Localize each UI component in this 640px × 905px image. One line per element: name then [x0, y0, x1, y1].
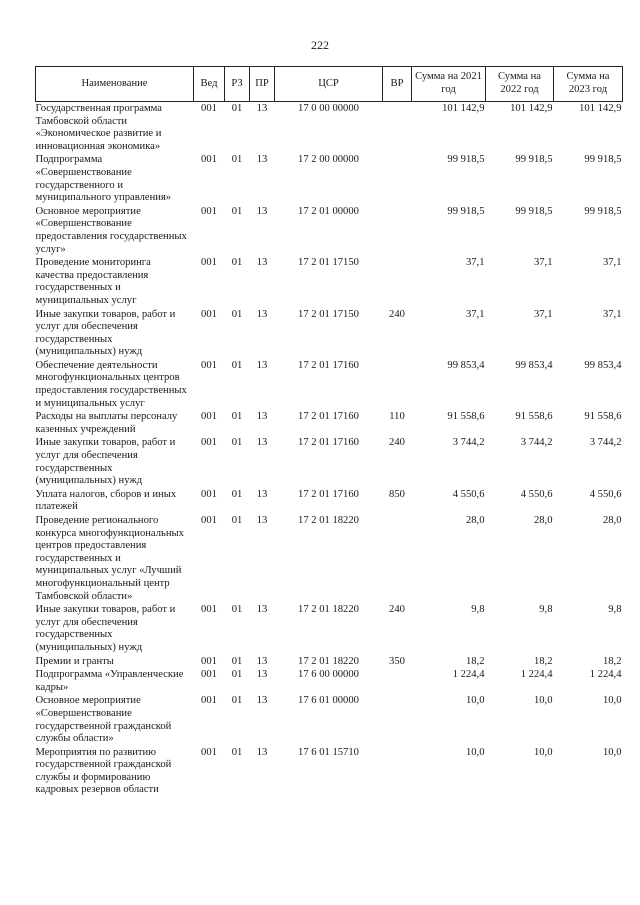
page-number: 222	[311, 38, 329, 52]
cell-rz: 01	[231, 308, 243, 320]
cell-ved: 001	[201, 655, 217, 667]
budget-table	[35, 66, 623, 798]
cell-vr	[383, 206, 412, 257]
table-row	[36, 437, 623, 488]
cell-sum-2021: 101 142,9	[442, 103, 485, 114]
cell-sum-2021: 10,0	[465, 746, 485, 758]
cell-ved: 001	[201, 411, 217, 423]
cell-ved: 001	[201, 308, 217, 320]
cell-sum-2021: 1 224,4	[452, 669, 485, 681]
cell-rz: 01	[231, 257, 243, 269]
cell-ved: 001	[201, 103, 217, 114]
table-row	[36, 669, 623, 695]
cell-csr: 17 2 01 17160	[298, 359, 359, 371]
cell-sum-2021: 4 550,6	[452, 488, 485, 500]
cell-pr: 13	[256, 205, 268, 217]
cell-sum-2023: 101 142,9	[579, 103, 622, 114]
cell-pr: 13	[256, 515, 268, 526]
cell-ved: 001	[201, 488, 217, 500]
cell-pr: 13	[256, 257, 268, 269]
cell-name: Иные закупки товаров, работ и услуг для обеспечения государственных (муниципальных) нужд	[35, 437, 176, 487]
cell-sum-2023: 10,0	[602, 695, 622, 707]
cell-csr: 17 2 01 18220	[298, 515, 359, 526]
cell-sum-2022: 37,1	[533, 308, 553, 320]
cell-name: Государственная программа Тамбовской области «Экономическое развитие и инновационная экономика»	[35, 103, 163, 152]
cell-rz: 01	[231, 411, 243, 423]
cell-sum-2023: 99 918,5	[584, 205, 622, 217]
cell-ved: 001	[201, 359, 217, 371]
cell-csr: 17 2 01 17160	[298, 411, 359, 423]
header-rz: РЗ	[225, 67, 250, 102]
cell-name: Иные закупки товаров, работ и услуг для обеспечения государственных (муниципальных) нужд	[35, 604, 176, 653]
cell-sum-2021: 9,8	[471, 604, 485, 616]
cell-rz: 01	[231, 695, 243, 707]
cell-sum-2022: 101 142,9	[510, 103, 553, 114]
cell-sum-2022: 37,1	[533, 257, 553, 269]
table-row	[36, 154, 623, 205]
cell-pr: 13	[256, 695, 268, 707]
cell-csr: 17 2 01 17150	[298, 257, 359, 269]
cell-rz: 01	[231, 205, 243, 217]
cell-ved: 001	[201, 154, 217, 166]
table-row	[36, 102, 623, 155]
cell-vr	[383, 695, 412, 746]
cell-sum-2021: 18,2	[465, 655, 485, 667]
cell-sum-2023: 99 918,5	[584, 154, 622, 166]
cell-sum-2022: 10,0	[533, 746, 553, 758]
cell-vr: 240	[389, 604, 405, 616]
cell-sum-2021: 28,0	[465, 515, 485, 526]
cell-sum-2022: 9,8	[539, 604, 553, 616]
table-row	[36, 656, 623, 670]
cell-ved: 001	[201, 669, 217, 681]
cell-csr: 17 6 01 15710	[298, 746, 359, 758]
cell-csr: 17 6 00 00000	[298, 669, 359, 681]
table-row	[36, 309, 623, 360]
cell-csr: 17 2 00 00000	[298, 154, 359, 166]
cell-sum-2022: 91 558,6	[515, 411, 553, 423]
cell-sum-2023: 4 550,6	[589, 488, 622, 500]
table-row	[36, 257, 623, 308]
cell-pr: 13	[256, 746, 268, 758]
cell-sum-2022: 18,2	[533, 655, 553, 667]
cell-sum-2021: 99 853,4	[447, 359, 485, 371]
table-row	[36, 206, 623, 257]
cell-sum-2023: 3 744,2	[589, 437, 622, 449]
cell-pr: 13	[256, 103, 268, 114]
cell-name: Основное мероприятие «Совершенствование предоставления государственных услуг»	[35, 205, 187, 255]
cell-rz: 01	[231, 437, 243, 449]
cell-vr	[383, 515, 412, 604]
cell-rz: 01	[231, 746, 243, 758]
cell-csr: 17 0 00 00000	[298, 103, 359, 114]
cell-sum-2021: 37,1	[465, 308, 485, 320]
cell-name: Расходы на выплаты персоналу казенных учреждений	[35, 411, 178, 435]
cell-csr: 17 2 01 18220	[298, 604, 359, 616]
cell-sum-2021: 91 558,6	[447, 411, 485, 423]
cell-sum-2022: 99 918,5	[515, 154, 553, 166]
cell-ved: 001	[201, 205, 217, 217]
cell-sum-2023: 91 558,6	[584, 411, 622, 423]
header-vr: ВР	[383, 67, 412, 102]
cell-csr: 17 2 01 17160	[298, 488, 359, 500]
table-row	[36, 604, 623, 655]
cell-sum-2022: 4 550,6	[520, 488, 553, 500]
cell-sum-2021: 99 918,5	[447, 154, 485, 166]
table-row	[36, 695, 623, 746]
cell-sum-2021: 10,0	[465, 695, 485, 707]
cell-ved: 001	[201, 746, 217, 758]
header-pr: ПР	[250, 67, 275, 102]
cell-ved: 001	[201, 437, 217, 449]
cell-ved: 001	[201, 604, 217, 616]
cell-pr: 13	[256, 308, 268, 320]
cell-rz: 01	[231, 669, 243, 681]
header-ved: Вед	[194, 67, 225, 102]
cell-pr: 13	[256, 655, 268, 667]
cell-vr	[383, 102, 412, 155]
cell-sum-2022: 10,0	[533, 695, 553, 707]
header-sum-2022: Сумма на 2022 год	[486, 67, 554, 102]
cell-pr: 13	[256, 411, 268, 423]
table-row	[36, 747, 623, 798]
cell-csr: 17 6 01 00000	[298, 695, 359, 707]
cell-name: Подпрограмма «Совершенствование государственного и муниципального управления»	[35, 154, 172, 204]
cell-sum-2023: 37,1	[602, 257, 622, 269]
cell-vr	[383, 747, 412, 798]
cell-name: Проведение мониторинга качества предоставления государственных и муниципальных услуг	[35, 257, 151, 306]
cell-sum-2022: 99 853,4	[515, 359, 553, 371]
cell-pr: 13	[256, 437, 268, 449]
cell-name: Основное мероприятие «Совершенствование государственной гражданской службы области»	[35, 695, 172, 745]
cell-name: Обеспечение деятельности многофункциональных центров предоставления государственных и муниципальных услуг	[35, 359, 187, 409]
cell-vr: 240	[389, 308, 405, 320]
cell-vr	[383, 360, 412, 411]
cell-vr	[383, 154, 412, 205]
cell-sum-2023: 1 224,4	[589, 669, 622, 681]
cell-sum-2021: 3 744,2	[452, 437, 485, 449]
cell-sum-2023: 37,1	[602, 308, 622, 320]
cell-sum-2023: 10,0	[602, 746, 622, 758]
table-row	[36, 411, 623, 437]
cell-vr	[383, 257, 412, 308]
table-header-row	[36, 67, 623, 102]
cell-rz: 01	[231, 103, 243, 114]
header-name: Наименование	[36, 67, 194, 102]
cell-pr: 13	[256, 604, 268, 616]
cell-name: Уплата налогов, сборов и иных платежей	[35, 488, 177, 513]
cell-csr: 17 2 01 00000	[298, 205, 359, 217]
cell-name: Подпрограмма «Управленческие кадры»	[35, 669, 184, 693]
cell-ved: 001	[201, 515, 217, 526]
header-sum-2023: Сумма на 2023 год	[554, 67, 623, 102]
cell-sum-2022: 1 224,4	[520, 669, 553, 681]
cell-rz: 01	[231, 515, 243, 526]
cell-sum-2022: 3 744,2	[520, 437, 553, 449]
cell-csr: 17 2 01 18220	[298, 655, 359, 667]
cell-ved: 001	[201, 257, 217, 269]
cell-name: Иные закупки товаров, работ и услуг для обеспечения государственных (муниципальных) нужд	[35, 308, 176, 358]
cell-rz: 01	[231, 488, 243, 500]
cell-pr: 13	[256, 488, 268, 500]
cell-name: Мероприятия по развитию государственной гражданской службы и формированию кадровых резервов области	[35, 746, 172, 796]
cell-sum-2023: 9,8	[608, 604, 622, 616]
cell-csr: 17 2 01 17150	[298, 308, 359, 320]
cell-sum-2023: 99 853,4	[584, 359, 622, 371]
cell-sum-2021: 37,1	[465, 257, 485, 269]
cell-name: Премии и гранты	[35, 655, 114, 667]
header-sum-2021: Сумма на 2021 год	[412, 67, 486, 102]
cell-sum-2022: 99 918,5	[515, 205, 553, 217]
cell-rz: 01	[231, 154, 243, 166]
cell-vr: 240	[389, 437, 405, 449]
table-row	[36, 360, 623, 411]
cell-pr: 13	[256, 669, 268, 681]
table-body	[36, 102, 623, 799]
header-csr: ЦСР	[275, 67, 383, 102]
cell-csr: 17 2 01 17160	[298, 437, 359, 449]
cell-sum-2022: 28,0	[533, 515, 553, 526]
cell-rz: 01	[231, 359, 243, 371]
cell-sum-2023: 18,2	[602, 655, 622, 667]
cell-rz: 01	[231, 604, 243, 616]
table-row	[36, 515, 623, 604]
cell-sum-2023: 28,0	[602, 515, 622, 526]
cell-rz: 01	[231, 655, 243, 667]
cell-ved: 001	[201, 695, 217, 707]
cell-name: Проведение регионального конкурса многофункциональных центров предоставления государственных и муниципальных услуг «Лучший многофункциональный центр Тамбовской области»	[35, 515, 184, 602]
cell-sum-2021: 99 918,5	[447, 205, 485, 217]
cell-vr: 110	[389, 411, 405, 423]
cell-vr: 350	[389, 655, 405, 667]
cell-pr: 13	[256, 154, 268, 166]
cell-pr: 13	[256, 359, 268, 371]
cell-vr	[383, 669, 412, 695]
cell-vr: 850	[389, 488, 405, 500]
table-row	[36, 489, 623, 515]
